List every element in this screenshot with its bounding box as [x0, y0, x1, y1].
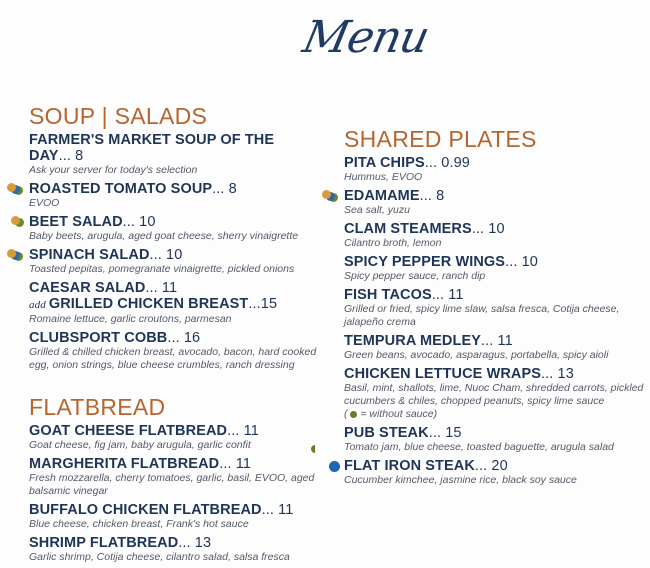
menu-item	[344, 333, 644, 362]
note-open: (	[344, 408, 348, 420]
item-description: EVOO	[29, 197, 60, 209]
item-name: BEET SALAD	[29, 214, 123, 230]
item-name: PUB STEAK	[344, 425, 429, 441]
item-description: Romaine lettuce, garlic croutons, parmesan	[29, 313, 232, 325]
item-price: ... 13	[541, 366, 574, 382]
half-dot-icon	[311, 445, 315, 453]
item-price: ... 11	[431, 287, 464, 303]
menu-item	[29, 247, 317, 276]
item-description: Cucumber kimchee, jasmine rice, black soy sauce	[344, 474, 577, 486]
blue-dot-icon	[329, 461, 340, 472]
item-price: ... 8	[419, 188, 445, 204]
menu-item	[344, 425, 644, 454]
without-sauce-dot-icon	[350, 411, 357, 418]
menu-item	[344, 458, 644, 487]
item-name: MARGHERITA FLATBREAD	[29, 456, 220, 472]
item-name: ROASTED TOMATO SOUP	[29, 181, 213, 197]
item-price: ... 20	[474, 458, 508, 474]
item-price: ... 10	[505, 254, 538, 270]
item-price: ... 11	[219, 456, 251, 472]
item-name: EDAMAME	[344, 188, 420, 204]
menu-title: Menu	[298, 12, 434, 63]
menu-item	[29, 280, 317, 326]
item-name: SHRIMP FLATBREAD	[29, 535, 179, 551]
menu-item	[344, 188, 644, 217]
item-name: GOAT CHEESE FLATBREAD	[29, 423, 228, 439]
addon-price: ...15	[248, 296, 278, 312]
item-description: Grilled & chilled chicken breast, avocado, bacon, hard cooked egg, onion strings, blue cheese crumbles, ranch dressing	[29, 346, 317, 371]
dietary-badge-icon	[7, 183, 23, 195]
item-price: ... 0.99	[424, 155, 470, 171]
item-name: PITA CHIPS	[344, 155, 425, 171]
item-price: ... 15	[428, 425, 462, 441]
item-description: Blue cheese, chicken breast, Frank's hot sauce	[29, 518, 249, 530]
item-price: ... 13	[178, 535, 212, 551]
menu-item	[344, 155, 644, 184]
item-description: Spicy pepper sauce, ranch dip	[344, 270, 486, 282]
item-name: CHICKEN LETTUCE WRAPS	[344, 366, 542, 382]
menu-item	[344, 287, 644, 329]
right-column	[344, 126, 644, 491]
dietary-badge-icon	[7, 249, 23, 261]
item-description: Basil, mint, shallots, lime, Nuoc Cham, shredded carrots, pickled cucumbers & chiles, chopped peanuts, spicy lime sauce	[344, 382, 644, 407]
item-price: ... 11	[261, 502, 294, 518]
item-description: Sea salt, yuzu	[344, 204, 410, 216]
menu-item	[344, 221, 644, 250]
left-column	[29, 103, 317, 568]
item-name: CLUBSPORT COBB	[29, 330, 168, 346]
item-name: CAESAR SALAD	[29, 280, 146, 296]
menu-item	[344, 254, 644, 283]
item-price: ... 11	[227, 423, 259, 439]
item-price: ... 8	[212, 181, 237, 197]
menu-item	[29, 423, 317, 452]
item-price: ... 10	[149, 247, 183, 263]
item-price: ... 10	[471, 221, 505, 237]
item-description: Goat cheese, fig jam, baby arugula, garlic confit	[29, 439, 251, 451]
item-description: Fresh mozzarella, cherry tomatoes, garlic, basil, EVOO, aged balsamic vinegar	[29, 472, 315, 497]
item-description: Baby beets, arugula, aged goat cheese, sherry vinaigrette	[29, 230, 299, 242]
menu-item	[29, 535, 317, 564]
section-title-flatbread: FLATBREAD	[29, 394, 166, 420]
addon-name: GRILLED CHICKEN BREAST	[48, 296, 249, 312]
item-price: ... 16	[167, 330, 201, 346]
dietary-badge-icon	[11, 216, 27, 228]
item-name: TEMPURA MEDLEY	[344, 333, 482, 349]
item-price: ... 11	[145, 280, 178, 296]
item-description: Tomato jam, blue cheese, toasted baguette, arugula salad	[344, 441, 614, 453]
item-description: Grilled or fried, spicy lime slaw, salsa fresca, Cotija cheese, jalapeño crema	[344, 303, 620, 328]
item-note: = without sauce)	[360, 408, 438, 420]
item-description: Garlic shrimp, Cotija cheese, cilantro salad, salsa fresca	[29, 551, 290, 563]
item-name: FLAT IRON STEAK	[344, 458, 475, 474]
menu-item	[344, 366, 644, 421]
item-name: FISH TACOS	[344, 287, 432, 303]
item-price: ... 11	[481, 333, 513, 349]
item-name: SPINACH SALAD	[29, 247, 150, 263]
item-price: ... 10	[122, 214, 156, 230]
menu-item	[29, 456, 317, 498]
menu-item	[29, 181, 317, 210]
item-name: SPICY PEPPER WINGS	[344, 254, 506, 270]
item-description: Ask your server for today's selection	[29, 164, 198, 176]
section-title-shared-plates: SHARED PLATES	[344, 126, 537, 152]
item-name: BUFFALO CHICKEN FLATBREAD	[29, 502, 262, 518]
menu-item	[29, 502, 317, 531]
item-price: ... 8	[58, 148, 84, 164]
item-description: Green beans, avocado, asparagus, portabella, spicy aioli	[344, 349, 609, 361]
item-description: Hummus, EVOO	[344, 171, 423, 183]
menu-item	[29, 214, 317, 243]
item-description: Cilantro broth, lemon	[344, 237, 442, 249]
menu-item	[29, 132, 317, 177]
menu-item	[29, 330, 317, 372]
item-name: CLAM STEAMERS	[344, 221, 472, 237]
section-title-soup-salads: SOUP | SALADS	[29, 103, 208, 129]
dietary-badge-icon	[322, 190, 338, 202]
add-label: add	[29, 299, 46, 311]
item-description: Toasted pepitas, pomegranate vinaigrette, pickled onions	[29, 263, 295, 275]
item-name: FARMER'S MARKET SOUP OF THE DAY	[29, 132, 275, 164]
